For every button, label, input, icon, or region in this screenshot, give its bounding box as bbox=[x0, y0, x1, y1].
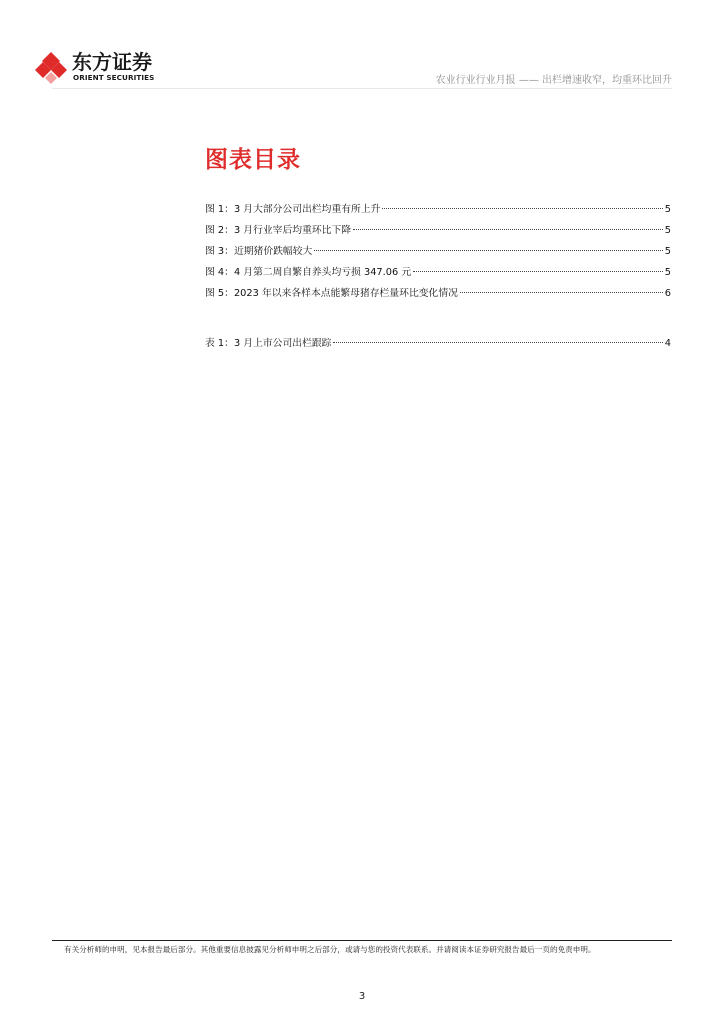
toc-dot-leader bbox=[413, 271, 663, 272]
toc-entry-figure-3[interactable] bbox=[205, 245, 671, 266]
report-title: 农业行业行业月报 —— 出栏增速收窄，均重环比回升 bbox=[435, 75, 672, 86]
toc-heading: 图表目录 bbox=[205, 147, 301, 173]
company-name-english: ORIENT SECURITIES bbox=[73, 73, 155, 82]
toc-entry-label: 图 4：4 月第二周自繁自养头均亏损 347.06 元 bbox=[205, 267, 412, 278]
toc-entry-label: 图 5：2023 年以来各样本点能繁母猪存栏量环比变化情况 bbox=[205, 288, 458, 299]
figure-list bbox=[205, 203, 671, 308]
footer-divider bbox=[52, 940, 672, 941]
company-name: 东方证券 bbox=[72, 50, 152, 74]
toc-dot-leader bbox=[314, 250, 662, 251]
toc-dot-leader bbox=[333, 342, 662, 343]
toc-dot-leader bbox=[353, 229, 663, 230]
toc-entry-figure-4[interactable] bbox=[205, 266, 671, 287]
toc-entry-label: 表 1：3 月上市公司出栏跟踪 bbox=[205, 338, 332, 349]
toc-entry-page: 4 bbox=[664, 338, 671, 349]
toc-entry-label: 图 1：3 月大部分公司出栏均重有所上升 bbox=[205, 204, 381, 215]
page-number: 3 bbox=[358, 991, 366, 1002]
header-divider bbox=[52, 88, 672, 89]
footer-disclaimer: 有关分析师的申明，见本报告最后部分。其他重要信息披露见分析师申明之后部分，或请与您的投资代表联系。并请阅读本证券研究报告最后一页的免责申明。 bbox=[64, 945, 596, 954]
toc-entry-figure-2[interactable] bbox=[205, 224, 671, 245]
table-list bbox=[205, 337, 671, 358]
orient-securities-logo-mark bbox=[34, 50, 68, 84]
toc-dot-leader bbox=[382, 208, 662, 209]
toc-entry-page: 5 bbox=[664, 225, 671, 236]
toc-entry-figure-1[interactable] bbox=[205, 203, 671, 224]
toc-entry-page: 5 bbox=[664, 267, 671, 278]
toc-entry-page: 6 bbox=[664, 288, 671, 299]
toc-entry-table-1[interactable] bbox=[205, 337, 671, 358]
toc-entry-figure-5[interactable] bbox=[205, 287, 671, 308]
company-logo bbox=[34, 50, 164, 86]
toc-entry-label: 图 2：3 月行业宰后均重环比下降 bbox=[205, 225, 352, 236]
toc-entry-label: 图 3：近期猪价跌幅较大 bbox=[205, 246, 313, 257]
toc-entry-page: 5 bbox=[664, 204, 671, 215]
toc-dot-leader bbox=[460, 292, 663, 293]
toc-entry-page: 5 bbox=[664, 246, 671, 257]
